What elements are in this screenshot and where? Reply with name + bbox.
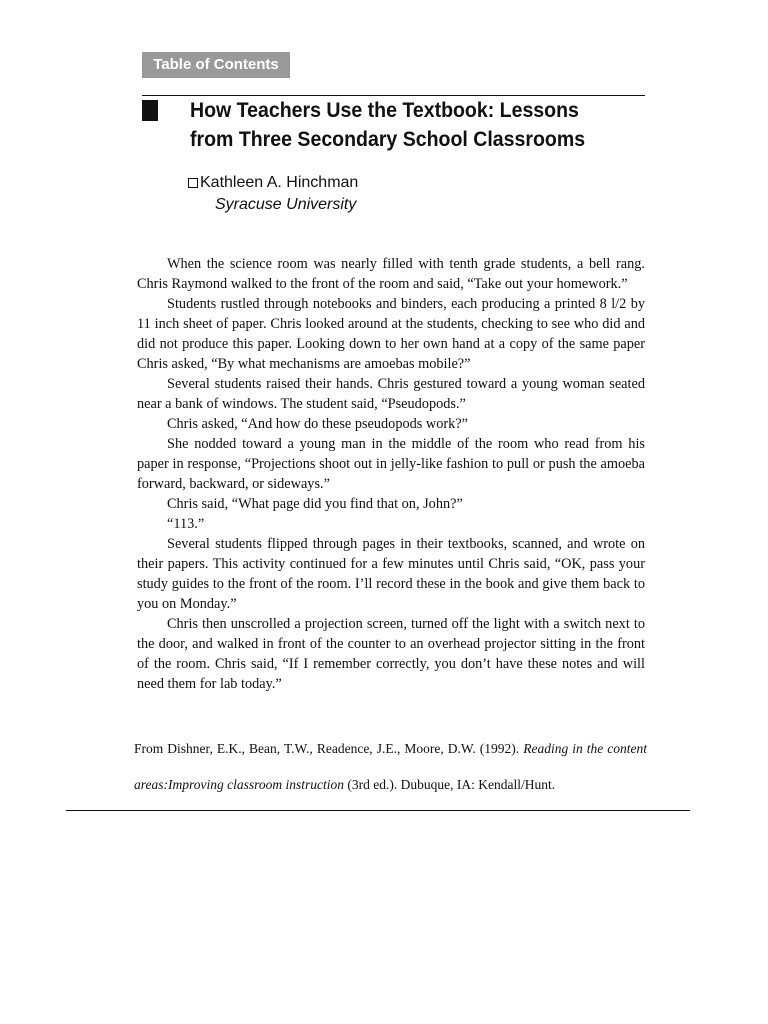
paragraph: She nodded toward a young man in the middle of the room who read from his paper in response, “Projections shoot out in jelly-like fashion to pull or push the amoeba forward, backward, or sideways.” [137,436,645,492]
table-of-contents-button[interactable]: Table of Contents [142,52,290,78]
paragraph: When the science room was nearly filled with tenth grade students, a bell rang. Chris Raymond walked to the front of the room and said, “Take out your homework.” [137,256,645,292]
paragraph: “113.” [167,516,205,532]
paragraph: Several students flipped through pages in their textbooks, scanned, and wrote on their papers. This activity continued for a few minutes until Chris said, “OK, pass your study guides to the front of the room. I’ll record these in the book and give them back to you on Monday.” [137,536,645,612]
paragraph: Chris then unscrolled a projection screen, turned off the light with a switch next to the door, and walked in front of the counter to an overhead projector sitting in the front of the room. Chris said, “If I remember correctly, you don’t have these notes and will need them for lab today.” [137,616,645,692]
article-title [190,96,618,154]
paragraph: Chris asked, “And how do these pseudopods work?” [167,416,468,432]
title-line-1: How Teachers Use the Textbook: Lessons [190,99,579,122]
article-body [137,254,645,694]
black-square-icon [142,100,158,121]
source-citation [134,731,647,803]
author-affiliation: Syracuse University [215,196,357,213]
checkbox-bullet-icon [188,178,198,188]
title-line-2: from Three Secondary School Classrooms [190,128,586,151]
bottom-divider [66,810,690,811]
author-name: Kathleen A. Hinchman [200,174,359,191]
citation-publisher: (3rd ed.). Dubuque, IA: Kendall/Hunt. [344,777,556,792]
author-line [188,172,358,194]
paragraph: Chris said, “What page did you find that on, John?” [167,496,463,512]
citation-authors: From Dishner, E.K., Bean, T.W., Readence, J.E., Moore, D.W. (1992). [134,741,524,756]
byline [188,172,358,216]
paragraph: Several students raised their hands. Chris gestured toward a young woman seated near a bank of windows. The student said, “Pseudopods.” [137,376,645,412]
paragraph: Students rustled through notebooks and binders, each producing a printed 8 l/2 by 11 inch sheet of paper. Chris looked around at the students, checking to see who did and did not produce this paper. Looking down to her own hand at a copy of the same paper Chris asked, “By what mechanisms are amoebas mobile?” [137,296,645,372]
citation-book-title: Reading in the content areas:Improving classroom instruction [134,741,648,792]
